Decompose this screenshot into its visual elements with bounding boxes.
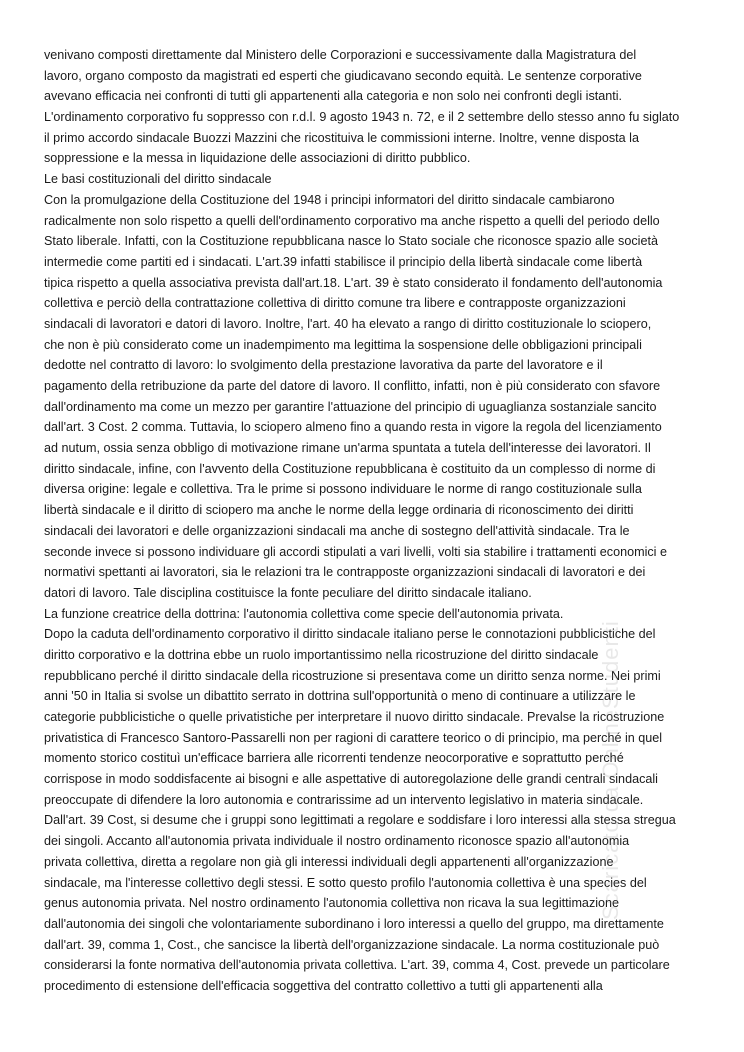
text-line: radicalmente non solo rispetto a quelli dell'ordinamento corporativo ma anche rispetto a quelli del periodo dello: [44, 213, 660, 228]
text-line: genus autonomia privata. Nel nostro ordinamento l'autonomia collettiva non ricava la sua legittimazione: [44, 896, 620, 911]
text-line: preoccupate di difendere la loro autonomia e contrarissime ad un intervento legislativo in materia sindacale.: [44, 792, 644, 807]
text-line: anni '50 in Italia si svolse un dibattito serrato in dottrina sull'opportunità o meno di continuare a utilizzare le: [44, 689, 636, 704]
text-line: Dopo la caduta dell'ordinamento corporativo il diritto sindacale italiano perse le connotazioni pubblicistiche del: [44, 627, 656, 642]
text-line: L'ordinamento corporativo fu soppresso con r.d.l. 9 agosto 1943 n. 72, e il 2 settembre dello stesso anno fu siglato: [44, 110, 680, 125]
text-line: sindacali di lavoratori e datori di lavoro. Inoltre, l'art. 40 ha elevato a rango di diritto costituzionale lo sciopero,: [44, 316, 652, 331]
text-line: pagamento della retribuzione da parte del datore di lavoro. Il conflitto, infatti, non è più considerato con sfavore: [44, 379, 661, 393]
text-line: sindacali dei lavoratori e delle organizzazioni sindacali ma anche di sostegno dell'attività sindacale. Tra le: [44, 523, 630, 538]
text-line: il primo accordo sindacale Buozzi Mazzini che ricostituiva le commissioni interne. Inoltre, venne disposta la: [44, 130, 639, 145]
text-line: diversa origine: legale e collettiva. Tra le prime si possono individuare le norme di rango costituzionale sulla: [44, 482, 642, 497]
text-line: Dall'art. 39 Cost, si desume che i gruppi sono legittimati a regolare e soddisfare i loro interessi alla stessa stregua: [44, 813, 676, 828]
text-line: privatistica di Francesco Santoro-Passarelli non per ragioni di carattere teorico o di principio, ma perché in quel: [44, 730, 663, 745]
text-line: dall'ordinamento ma come un mezzo per garantire l'attuazione del principio di uguaglianza sostanziale sancito: [44, 399, 657, 414]
text-line: dall'autonomia dei singoli che volontariamente subordinano i loro interessi a quello del gruppo, ma direttamente: [44, 916, 664, 931]
text-line: considerarsi la fonte normativa dell'autonomia privata collettiva. L'art. 39, comma 4, Cost. prevede un particolare: [44, 958, 670, 973]
text-line: categorie pubblicistiche o quelle privatistiche per interpretare il nuovo diritto sindacale. Prevalse la ricostruzione: [44, 710, 665, 724]
text-line: diritto sindacale, infine, con l'avvento della Costituzione repubblicana è costituito da un complesso di norme di: [44, 461, 656, 476]
text-line: ad nutum, ossia senza obbligo di motivazione rimane un'arma spuntata a tutela dell'interesse dei lavoratori. Il: [44, 441, 651, 456]
text-line: tipica rispetto a quella associativa prevista dall'art.18. L'art. 39 è stato considerato il fondamento dell'autonomia: [44, 275, 663, 290]
text-line: collettiva e perciò della contrattazione collettiva di diritto comune tra libere e contrapposte organizzazioni: [44, 296, 626, 311]
text-line: dall'art. 39, comma 1, Cost., che sancisce la libertà dell'organizzazione sindacale. La norma costituzionale può: [44, 937, 660, 952]
text-line: dei singoli. Accanto all'autonomia privata individuale il nostro ordinamento riconosce spazio all'autonomia: [44, 834, 630, 849]
text-line: privata collettiva, diretta a regolare non già gli interessi individuali degli appartenenti all'organizzazione: [44, 854, 614, 869]
text-line: corrispose in modo soddisfacente ai bisogni e alle aspettative di autoregolazione delle grandi centrali sindacali: [44, 772, 658, 787]
watermark: Scaricato da OnlineStudenti: [598, 620, 623, 920]
text-line: intermedie come partiti ed i sindacati. L'art.39 infatti stabilisce il principio della libertà sindacale come libertà: [44, 254, 643, 269]
text-line: procedimento di estensione dell'efficacia soggettiva del contratto collettivo a tutti gli appartenenti alla: [44, 978, 603, 993]
text-line: dall'art. 3 Cost. 2 comma. Tuttavia, lo sciopero almeno fino a quando resta in vigore la regola del licenziamento: [44, 420, 662, 435]
text-line: soppressione e la messa in liquidazione delle associazioni di diritto pubblico.: [44, 151, 471, 166]
text-line: che non è più considerato come un inadempimento ma legittima la sospensione delle obbligazioni principali: [44, 337, 642, 352]
text-line: seconde invece si possono individuare gli accordi stipulati a vari livelli, volti sia stabilire i trattamenti economici e: [44, 544, 667, 559]
text-line: Le basi costituzionali del diritto sindacale: [44, 172, 272, 187]
text-line: repubblicano perché il diritto sindacale della ricostruzione si presentava come un diritto senza norme. Nei primi: [44, 668, 661, 683]
text-line: La funzione creatrice della dottrina: l'autonomia collettiva come specie dell'autonomia privata.: [44, 606, 564, 621]
text-line: libertà sindacale e il diritto di sciopero ma anche le norme della legge ordinaria di riconoscimento dei diritti: [44, 503, 634, 518]
text-line: sindacale, ma l'interesse collettivo degli stessi. E sotto questo profilo l'autonomia collettiva è una species del: [44, 875, 647, 890]
text-line: Stato liberale. Infatti, con la Costituzione repubblicana nasce lo Stato sociale che riconosce spazio alle società: [44, 234, 658, 249]
text-line: lavoro, organo composto da magistrati ed esperti che giudicavano secondo equità. Le sentenze corporative: [44, 68, 642, 83]
text-line: datori di lavoro. Tale disciplina costituisce la fonte peculiare del diritto sindacale italiano.: [44, 585, 532, 600]
text-line: venivano composti direttamente dal Ministero delle Corporazioni e successivamente dalla Magistratura del: [44, 48, 637, 62]
text-line: momento storico costituì un'efficace barriera alle ricorrenti tendenze neocorporative e soprattutto perché: [44, 751, 624, 766]
text-line: Con la promulgazione della Costituzione del 1948 i principi informatori del diritto sindacale cambiarono: [44, 192, 615, 207]
text-line: diritto corporativo e la dottrina ebbe un ruolo importantissimo nella ricostruzione del diritto sindacale: [44, 647, 599, 662]
text-line: dedotte nel contratto di lavoro: lo svolgimento della prestazione lavorativa da parte del lavoratore e il: [44, 358, 603, 373]
text-line: avevano efficacia nei confronti di tutti gli appartenenti alla categoria e non solo nei confronti degli istanti.: [44, 89, 623, 104]
text-line: normativi spettanti ai lavoratori, sia le relazioni tra le contrapposte organizzazioni sindacali di lavoratori e dei: [44, 565, 646, 580]
